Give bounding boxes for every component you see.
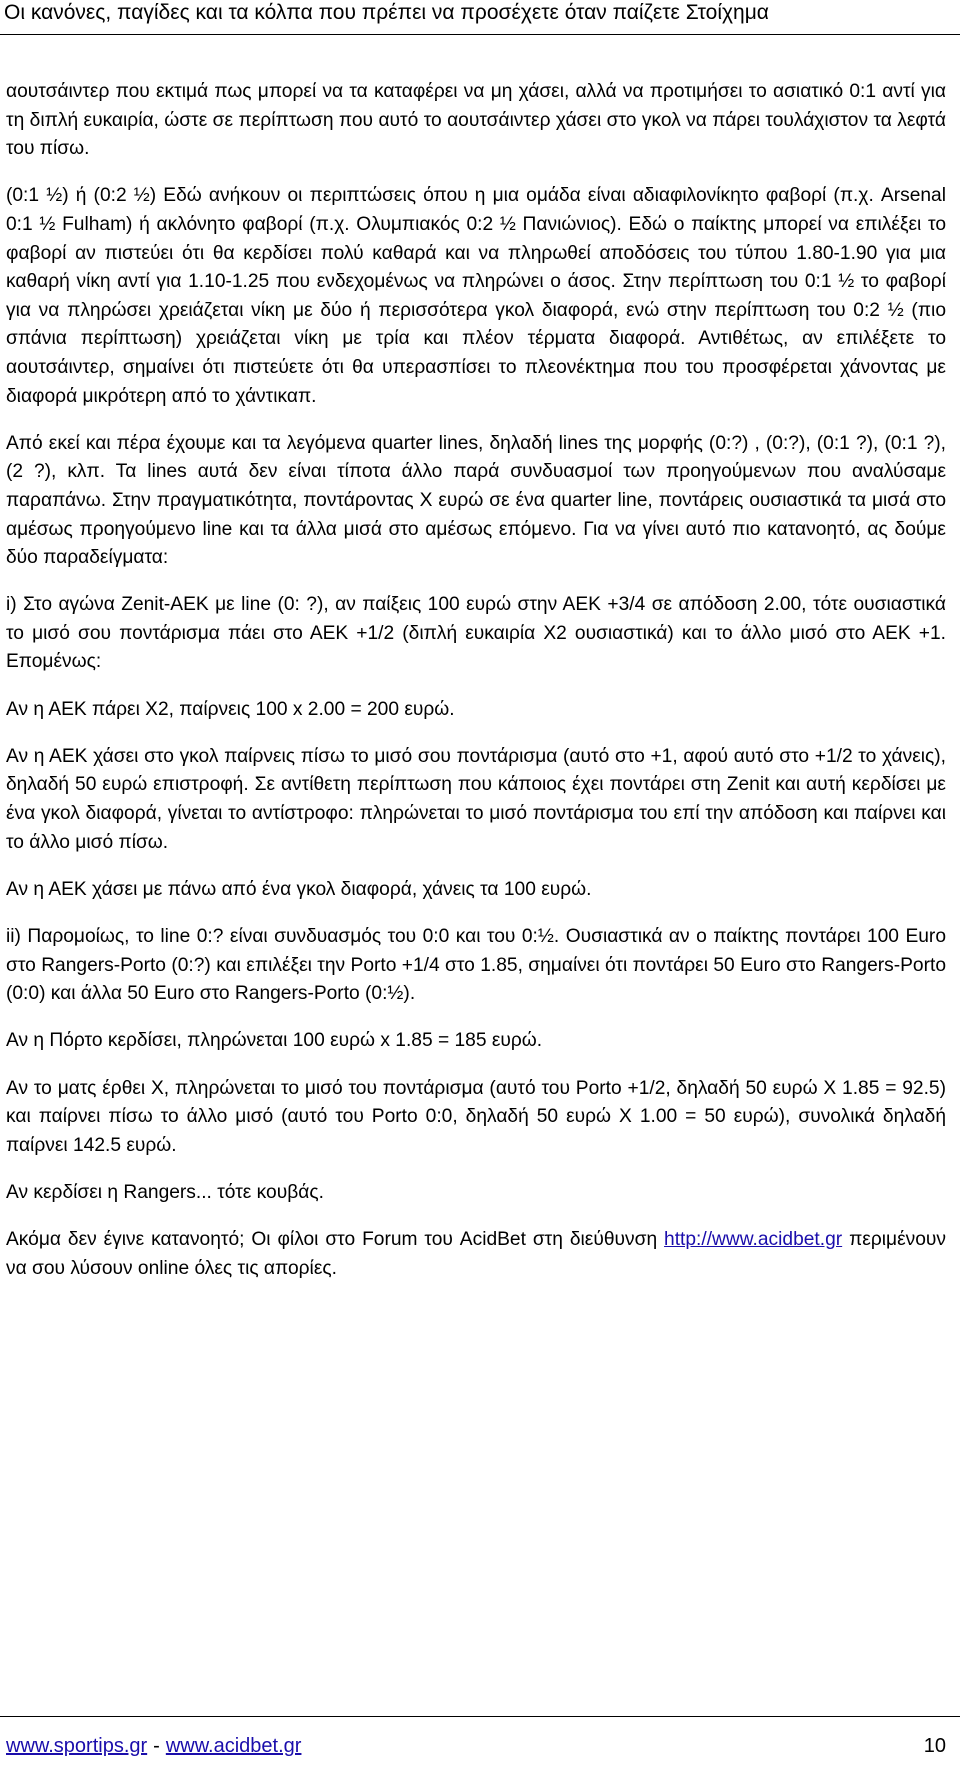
paragraph-closing [6,1226,946,1283]
document-body [6,78,946,1302]
sportips-link[interactable]: www.sportips.gr [6,1735,148,1757]
paragraph-aek-lose-one: Αν η ΑΕΚ χάσει στο γκολ παίρνεις πίσω το μισό σου ποντάρισμα (αυτό στο +1, αφού αυτό στο +1/2 το χάνεις), δηλαδή 50 ευρώ επιστροφή. Σε αντίθετη περίπτωση που κάποιος έχει ποντάρει στη Zenit και αυτή κερδίσει με ένα γκολ διαφορά, γίνεται το αντίστροφο: πληρώνεται το μισό ποντάρισμα του επί την απόδοση και παίρνει και το άλλο μισό πίσω. [6,745,946,853]
paragraph-quarter-lines: Από εκεί και πέρα έχουμε και τα λεγόμενα quarter lines, δηλαδή lines της μορφής (0:?) , (0:?), (0:1 ?), (0:1 ?), (2 ?), κλπ. Τα lines αυτά δεν είναι τίποτα άλλο παρά συνδυασμοί των προηγούμενων που αναλύσαμε παραπάνω. Στην πραγματικότητα, ποντάροντας Χ ευρώ σε ένα quarter line, ποντάρεις ουσιαστικά τα μισά στο αμέσως προηγούμενο line και τα άλλα μισά στο αμέσως επόμενο. Για να γίνει αυτό πιο κατανοητό, ας δούμε δύο παραδείγματα: [6,432,946,569]
paragraph-favorite-handicap: (0:1 ½) ή (0:2 ½) Εδώ ανήκουν οι περιπτώσεις όπου η μια ομάδα είναι αδιαφιλονίκητο φαβορί (π.χ. Arsenal 0:1 ½ Fulham) ή ακλόνητο φαβορί (π.χ. Ολυμπιακός 0:2 ½ Πανιώνιος). Εδώ ο παίκτης μπορεί να επιλέξει το φαβορί αν πιστεύει ότι θα κερδίσει πολύ καθαρά και να πληρωθεί αποδόσεις του τύπου 1.80-1.90 για μια καθαρή νίκη αντί για 1.10-1.25 που ενδεχομένως να πληρώνει ο άσος. Στην περίπτωση του 0:1 ½ το φαβορί για να πληρώσει χρειάζεται νίκη με δύο ή περισσότερα γκολ διαφορά, ενώ στην περίπτωση του 0:2 ½ (πιο σπάνια περίπτωση) χρειάζεται νίκη με τρία και πλέον τέρματα διαφορά. Αντιθέτως, αν επιλέξετε το αουτσάιντερ, σημαίνει ότι πιστεύετε ότι θα υπερασπίσει το πλεονέκτημα που του προσφέρεται χάνοντας με διαφορά μικρότερη από το χάντικαπ. [6,185,946,407]
page-number: 10 [923,1735,946,1757]
acidbet-link[interactable]: http://www.acidbet.gr [664,1229,843,1251]
paragraph-aek-win: Αν η ΑΕΚ πάρει Χ2, παίρνεις 100 x 2.00 = 200 ευρώ. [6,698,455,720]
paragraph-rangers-win: Αν κερδίσει η Rangers... τότε κουβάς. [6,1181,324,1203]
footer-separator: - [153,1735,160,1757]
paragraph-aek-lose-more: Αν η ΑΕΚ χάσει με πάνω από ένα γκολ διαφορά, χάνεις τα 100 ευρώ. [6,878,592,900]
page-footer [0,1716,960,1765]
closing-text-before: Ακόμα δεν έγινε κατανοητό; Οι φίλοι στο Forum του AcidBet στη διεύθυνση [6,1229,658,1251]
header-divider [0,34,960,35]
paragraph-example-1: i) Στο αγώνα Zenit-ΑΕΚ με line (0: ?), αν παίξεις 100 ευρώ στην ΑΕΚ +3/4 σε απόδοση 2.00, τότε ουσιαστικά το μισό σου ποντάρισμα πάει στο ΑΕΚ +1/2 (διπλή ευκαιρία Χ2 ουσιαστικά) και το άλλο μισό στο ΑΕΚ +1. Επομένως: [6,594,946,673]
paragraph-outsider-intro: αουτσάιντερ που εκτιμά πως μπορεί να τα καταφέρει να μη χάσει, αλλά να προτιμήσει το ασιατικό 0:1 αντί για τη διπλή ευκαιρία, ώστε σε περίπτωση που αυτό το αουτσάιντερ χάσει στο γκολ να πάρει τουλάχιστον τα λεφτά του πίσω. [6,81,946,160]
closing-text-after: περιμένουν να σου λύσουν online όλες τις απορίες. [6,1229,946,1279]
acidbet-footer-link[interactable]: www.acidbet.gr [165,1735,302,1757]
paragraph-porto-win: Αν η Πόρτο κερδίσει, πληρώνεται 100 ευρώ x 1.85 = 185 ευρώ. [6,1030,543,1052]
paragraph-draw: Αν το ματς έρθει Χ, πληρώνεται το μισό του ποντάρισμα (αυτό του Porto +1/2, δηλαδή 50 ευρώ Χ 1.85 = 92.5) και παίρνει πίσω το άλλο μισό (αυτό του Porto 0:0, δηλαδή 50 ευρώ Χ 1.00 = 50 ευρώ), συνολικά δηλαδή παίρνει 142.5 ευρώ. [6,1077,946,1156]
paragraph-example-2: ii) Παρομοίως, το line 0:? είναι συνδυασμός του 0:0 και του 0:½. Ουσιαστικά αν ο παίκτης ποντάρει 100 Euro στο Rangers-Porto (0:?) και επιλέξει την Porto +1/4 στο 1.85, σημαίνει ότι ποντάρει 50 Euro στο Rangers-Porto (0:0) και άλλα 50 Euro στο Rangers-Porto (0:½). [6,926,946,1005]
footer-divider [0,1716,960,1717]
footer-links [6,1734,301,1758]
document-title: Οι κανόνες, παγίδες και τα κόλπα που πρέπει να προσέχετε όταν παίζετε Στοίχημα [4,1,769,24]
